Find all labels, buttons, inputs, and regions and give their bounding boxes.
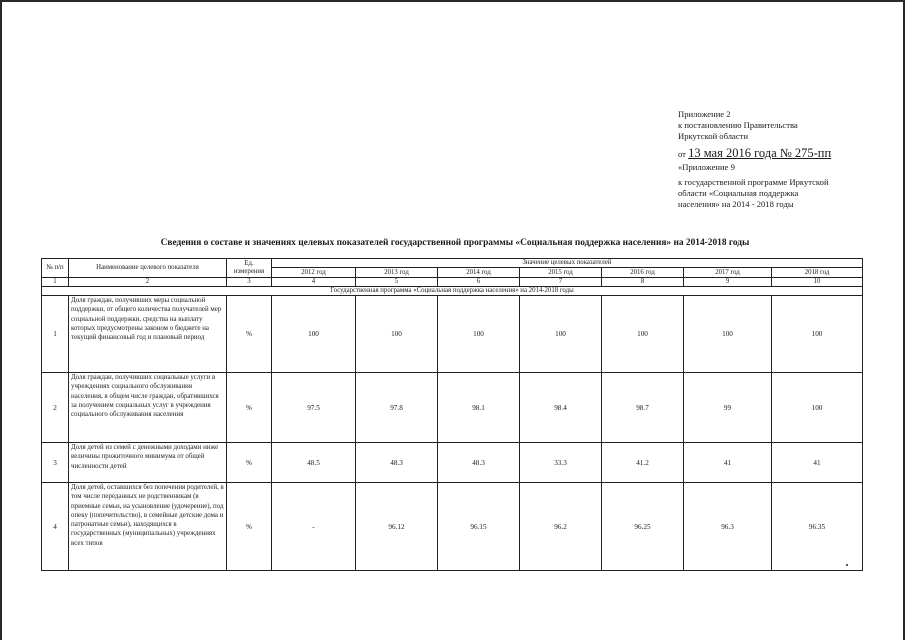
- indicator-name: Доля граждан, получивших меры социальной поддержки, от общего количества получателей мер социальной поддержки, средства на выплату которых предусмотрены законом о бюджете на текущий финансовый год и плановый период: [69, 296, 227, 373]
- value-cell: 98.1: [438, 373, 520, 443]
- header-year: 2016 год: [602, 268, 684, 278]
- value-cell: 96.3: [684, 483, 772, 571]
- decree-prefix: от: [678, 148, 686, 159]
- header-name: Наименование целевого показателя: [69, 259, 227, 278]
- value-cell: 98.7: [602, 373, 684, 443]
- annex-line: «Приложение 9: [678, 161, 735, 172]
- value-cell: 96.15: [438, 483, 520, 571]
- header-row: [42, 259, 863, 268]
- indicator-name: Доля детей из семей с денежными доходами ниже величины прожиточного минимума от общей численности детей: [69, 443, 227, 483]
- unit-cell: %: [227, 296, 272, 373]
- header-year: 2017 год: [684, 268, 772, 278]
- value-cell: 33.3: [520, 443, 602, 483]
- value-cell: 99: [684, 373, 772, 443]
- indicator-name: Доля детей, оставшихся без попечения родителей, в том числе переданных не родственникам (в приемные семьи, на усыновление (удочерение), под опеку (попечительство), в семейные детские дома и патронатные семьи), находящихся в государственных (муниципальных) учреждениях всех типов: [69, 483, 227, 571]
- col-number: 6: [438, 278, 520, 287]
- value-cell: 96.2: [520, 483, 602, 571]
- value-cell: 41: [772, 443, 863, 483]
- value-cell: 100: [684, 296, 772, 373]
- section-title: Государственная программа «Социальная поддержка населения» на 2014-2018 годы: [42, 287, 863, 296]
- header-year: 2012 год: [272, 268, 356, 278]
- value-cell: 96.25: [602, 483, 684, 571]
- header-unit: Ед. измерения: [227, 259, 272, 278]
- document-title: Сведения о составе и значениях целевых показателей государственной программы «Социальная поддержка населения» на 2014-2018 годы: [160, 238, 750, 248]
- value-cell: 48.5: [272, 443, 356, 483]
- header-year: 2015 год: [520, 268, 602, 278]
- value-cell: 98.4: [520, 373, 602, 443]
- value-cell: 96.35: [772, 483, 863, 571]
- col-number: 4: [272, 278, 356, 287]
- value-cell: 41: [684, 443, 772, 483]
- column-number-row: [42, 278, 863, 287]
- unit-cell: %: [227, 373, 272, 443]
- annex-line: к государственной программе Иркутской: [678, 177, 829, 188]
- scan-edge-left: [0, 0, 2, 640]
- value-cell: 100: [356, 296, 438, 373]
- decree-date: 13 мая 2016 года № 275-пп: [688, 145, 832, 160]
- row-num: 4: [42, 483, 69, 571]
- col-number: 7: [520, 278, 602, 287]
- indicators-table: [41, 258, 863, 571]
- scan-speck: [846, 564, 848, 566]
- col-number: 2: [69, 278, 227, 287]
- value-cell: 48.3: [438, 443, 520, 483]
- col-number: 10: [772, 278, 863, 287]
- value-cell: 96.12: [356, 483, 438, 571]
- value-cell: 48.3: [356, 443, 438, 483]
- annex-block: [678, 109, 903, 211]
- table-row: [42, 373, 863, 443]
- row-num: 1: [42, 296, 69, 373]
- header-year: 2018 год: [772, 268, 863, 278]
- annex-line: населения» на 2014 - 2018 годы: [678, 199, 794, 210]
- header-values-group: Значение целевых показателей: [272, 259, 863, 268]
- header-year: 2014 год: [438, 268, 520, 278]
- scan-edge-top: [0, 0, 905, 2]
- value-cell: 100: [772, 373, 863, 443]
- table-row: [42, 296, 863, 373]
- col-number: 5: [356, 278, 438, 287]
- annex-line: к постановлению Правительства: [678, 120, 798, 131]
- value-cell: 100: [272, 296, 356, 373]
- value-cell: 97.5: [272, 373, 356, 443]
- col-number: 9: [684, 278, 772, 287]
- table-row: [42, 443, 863, 483]
- value-cell: 100: [520, 296, 602, 373]
- annex-line: Приложение 2: [678, 109, 731, 119]
- row-num: 3: [42, 443, 69, 483]
- indicator-name: Доля граждан, получивших социальные услуги в учреждениях социального обслуживания населения, в общем числе граждан, обратившихся за получением социальных услуг в учреждения социального обслуживания населения: [69, 373, 227, 443]
- col-number: 8: [602, 278, 684, 287]
- value-cell: 100: [772, 296, 863, 373]
- unit-cell: %: [227, 483, 272, 571]
- header-year: 2013 год: [356, 268, 438, 278]
- annex-line: области «Социальная поддержка: [678, 188, 799, 199]
- decree-reference: [678, 145, 903, 160]
- value-cell: 97.8: [356, 373, 438, 443]
- unit-cell: %: [227, 443, 272, 483]
- value-cell: 100: [602, 296, 684, 373]
- annex-line: Иркутской области: [678, 131, 749, 142]
- value-cell: 41.2: [602, 443, 684, 483]
- table-row: [42, 483, 863, 571]
- col-number: 3: [227, 278, 272, 287]
- value-cell: -: [272, 483, 356, 571]
- row-num: 2: [42, 373, 69, 443]
- col-number: 1: [42, 278, 69, 287]
- header-num: № п/п: [42, 259, 69, 278]
- section-row: [42, 287, 863, 296]
- value-cell: 100: [438, 296, 520, 373]
